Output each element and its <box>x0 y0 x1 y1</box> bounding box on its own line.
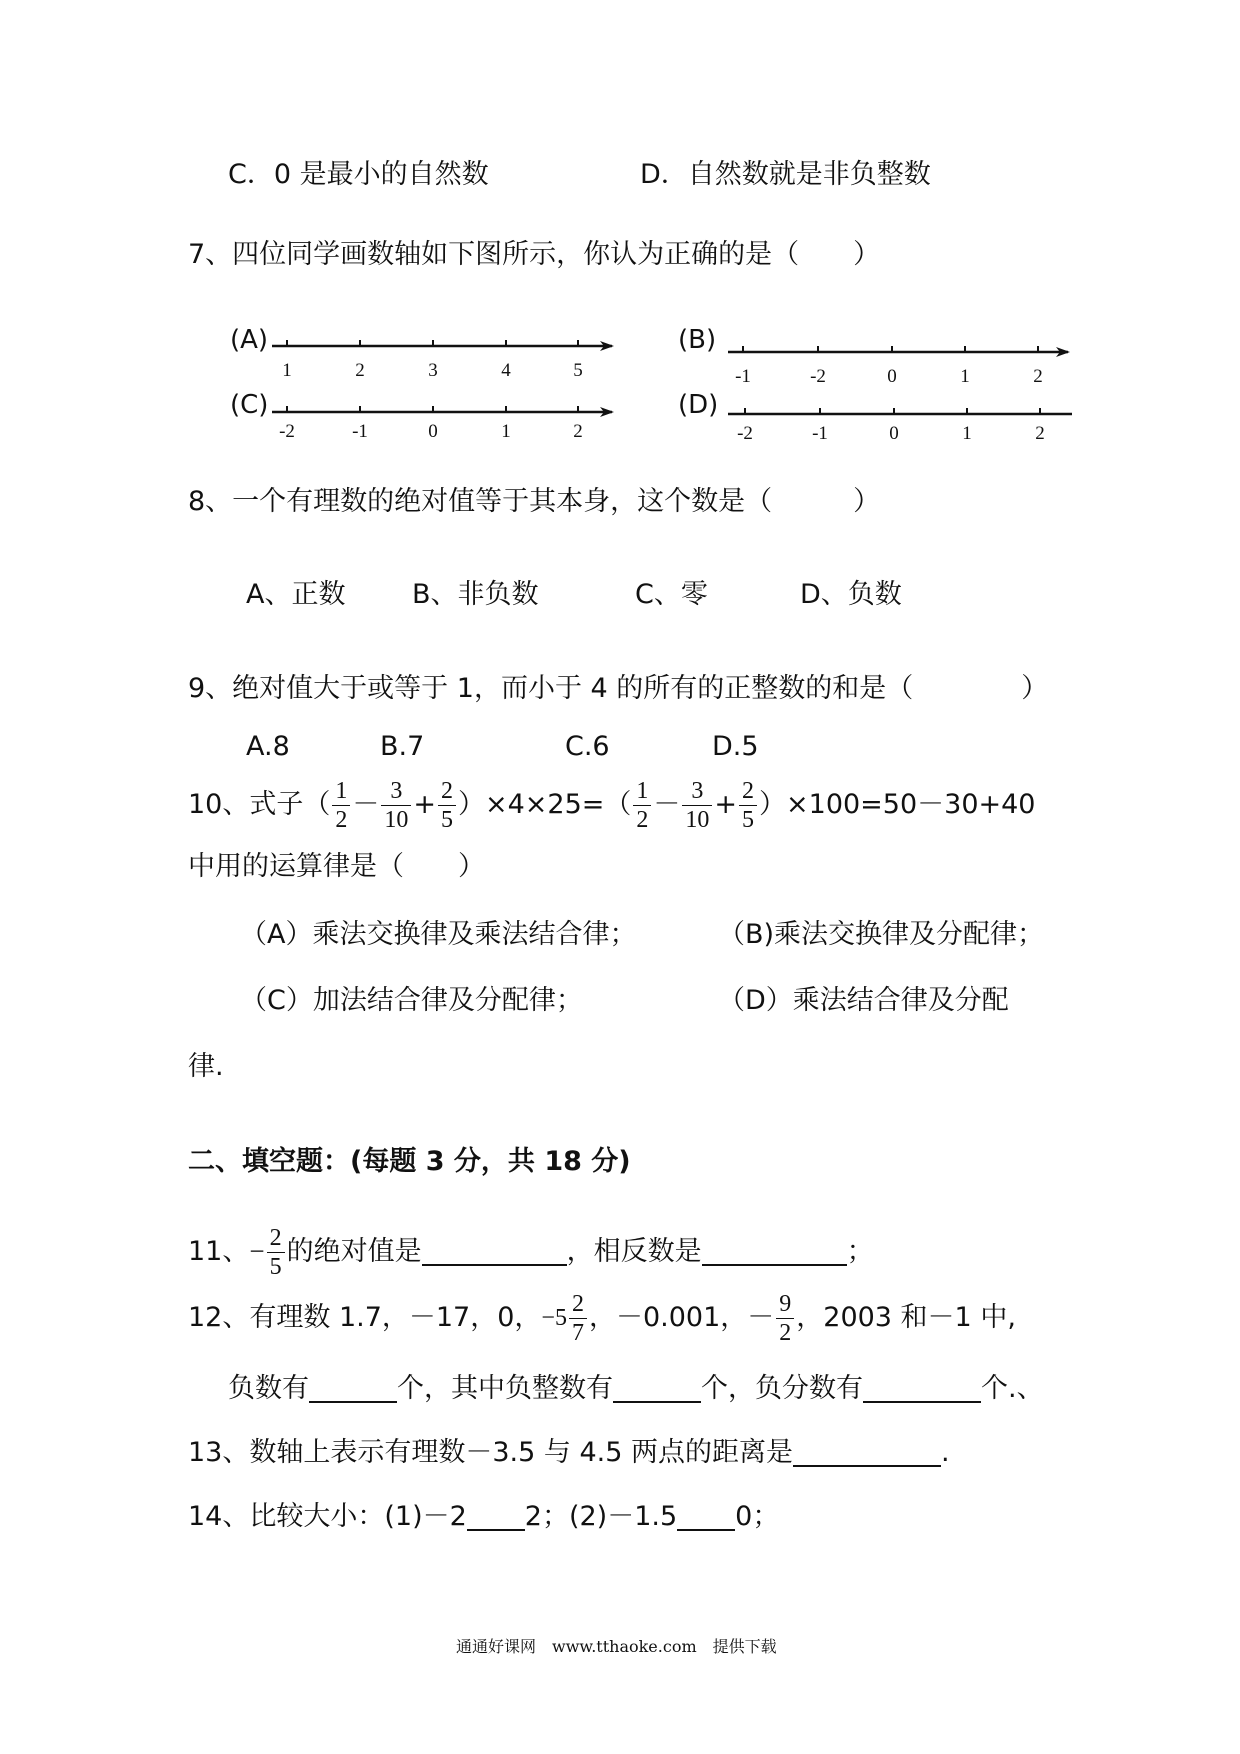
q12-prefix: 12、有理数 1.7，－17，0， <box>188 1302 542 1334</box>
q9-option-a: A.8 <box>246 731 290 762</box>
q10-prefix: 10、式子（ <box>188 789 331 821</box>
q14-text2: 2；(2)－1.5 <box>524 1501 678 1532</box>
axis-c-label: (C) <box>230 390 269 420</box>
axis-c-tick-label: -2 <box>279 421 295 442</box>
axis-d-tick-label: 1 <box>962 423 972 444</box>
q8-option-a: A、正数 <box>246 579 346 610</box>
q12-neg-integers-label: 个，其中负整数有 <box>397 1373 613 1404</box>
q9-stem: 9、绝对值大于或等于 1，而小于 4 的所有的正整数的和是（ ） <box>188 673 1049 704</box>
q9-option-d: D.5 <box>712 731 759 762</box>
q10-fraction-2: $\frac{3}{10}$ <box>381 779 411 832</box>
axis-b-tick-label: -1 <box>735 366 751 387</box>
axis-b-tick-label: -2 <box>810 366 826 387</box>
q10-fraction-4: $\frac{1}{2}$ <box>633 779 651 832</box>
q10-plus-2: + <box>714 789 738 821</box>
q14-compare-2-blank[interactable] <box>677 1503 735 1531</box>
axis-d-tick-label: -2 <box>737 423 753 444</box>
axis-a-label: (A) <box>230 325 269 355</box>
axis-d-tick-label: 2 <box>1035 423 1045 444</box>
q13-end: . <box>940 1437 950 1468</box>
section2-title: 二、填空题： <box>188 1146 350 1177</box>
q10-option-a: （A）乘法交换律及乘法结合律； <box>240 919 637 950</box>
axis-c-tick-label: 1 <box>501 421 511 442</box>
q10-tail: 律. <box>188 1051 224 1082</box>
axis-b-label: (B) <box>678 325 717 355</box>
q12-neg-fractions-label: 个，负分数有 <box>701 1373 863 1404</box>
axis-a-tick-label: 2 <box>355 360 365 381</box>
q6-option-c: C．0 是最小的自然数 <box>228 159 489 190</box>
q11-sign: − <box>249 1236 265 1267</box>
q11-text1: 的绝对值是 <box>286 1236 422 1268</box>
q10-fraction-3: $\frac{2}{5}$ <box>438 779 456 832</box>
q10-mid: ）×4×25=（ <box>457 789 632 821</box>
q13 <box>188 1436 950 1470</box>
q12-mid: ，－0.001，－ <box>588 1302 775 1334</box>
q7-stem: 7、四位同学画数轴如下图所示，你认为正确的是（ ） <box>188 239 881 270</box>
q12-neg-fractions-blank[interactable] <box>863 1375 981 1403</box>
page-footer: 通通好课网 www.tthaoke.com 提供下载 <box>456 1637 777 1656</box>
q10-option-c: （C）加法结合律及分配律； <box>240 985 583 1016</box>
q12-negatives-blank[interactable] <box>309 1375 397 1403</box>
q13-distance-blank[interactable] <box>793 1439 941 1467</box>
q10-fraction-5: $\frac{3}{10}$ <box>682 779 712 832</box>
axis-a-tick-label: 3 <box>428 360 438 381</box>
q13-text: 13、数轴上表示有理数－3.5 与 4.5 两点的距离是 <box>188 1437 793 1468</box>
axis-d-tick-label: -1 <box>812 423 828 444</box>
q12-fraction: $\frac{9}{2}$ <box>776 1292 794 1345</box>
q14 <box>188 1500 779 1534</box>
q11-end: ； <box>846 1236 874 1268</box>
q11-absolute-value-blank[interactable] <box>422 1238 567 1266</box>
q10-line2: 中用的运算律是（ ） <box>188 851 485 882</box>
q12-mixed-fraction: $\frac{2}{7}$ <box>569 1292 587 1345</box>
axis-c-tick-label: 2 <box>573 421 583 442</box>
q10-expression <box>188 775 1036 835</box>
axis-c-tick-label: 0 <box>428 421 438 442</box>
section2-note: (每题 3 分，共 18 分) <box>350 1146 631 1177</box>
q11-num: 11、 <box>188 1236 250 1268</box>
axis-c-tick-label: -1 <box>352 421 368 442</box>
q8-option-b: B、非负数 <box>412 579 539 610</box>
axis-b-tick-label: 2 <box>1033 366 1043 387</box>
q12-line1 <box>188 1288 1016 1348</box>
q14-text3: 0； <box>735 1501 780 1532</box>
q12-end: 个.、 <box>981 1373 1044 1404</box>
q10-option-b: （B)乘法交换律及分配律； <box>718 919 1045 950</box>
q10-minus-2: － <box>653 789 681 821</box>
q11-opposite-blank[interactable] <box>702 1238 847 1266</box>
q12-suffix: ，2003 和－1 中, <box>796 1302 1016 1334</box>
q12-neg-integers-blank[interactable] <box>613 1375 701 1403</box>
axis-b-tick-label: 1 <box>960 366 970 387</box>
q11-text2: ，相反数是 <box>566 1236 702 1268</box>
q14-text1: 14、比较大小：(1)－2 <box>188 1501 467 1532</box>
q12-mixed-sign: −5 <box>541 1305 567 1331</box>
q9-option-c: C.6 <box>565 731 610 762</box>
axis-a-tick-label: 4 <box>501 360 511 381</box>
axis-a-tick-label: 5 <box>573 360 583 381</box>
q9-option-b: B.7 <box>380 731 425 762</box>
axis-d-label: (D) <box>678 390 719 420</box>
q12-line2 <box>228 1372 1044 1406</box>
q6-option-d: D．自然数就是非负整数 <box>640 159 931 190</box>
q10-option-d: （D）乘法结合律及分配 <box>718 985 1009 1016</box>
q10-fraction-1: $\frac{1}{2}$ <box>332 779 350 832</box>
q11 <box>188 1222 874 1282</box>
section2-heading <box>188 1145 631 1179</box>
q12-negatives-label: 负数有 <box>228 1373 309 1404</box>
q11-fraction: $\frac{2}{5}$ <box>267 1226 285 1279</box>
q10-plus: + <box>413 789 436 821</box>
q8-stem: 8、一个有理数的绝对值等于其本身，这个数是（ ） <box>188 486 881 517</box>
axis-b-tick-label: 0 <box>887 366 897 387</box>
q10-fraction-6: $\frac{2}{5}$ <box>739 779 757 832</box>
q14-compare-1-blank[interactable] <box>467 1503 525 1531</box>
axis-d-tick-label: 0 <box>889 423 899 444</box>
q8-option-c: C、零 <box>635 579 708 610</box>
q8-option-d: D、负数 <box>800 579 902 610</box>
axis-a-tick-label: 1 <box>282 360 292 381</box>
q10-minus: － <box>352 789 380 821</box>
number-lines-figure <box>0 0 1240 460</box>
q10-close: ）×100=50－30+40 <box>759 789 1036 821</box>
